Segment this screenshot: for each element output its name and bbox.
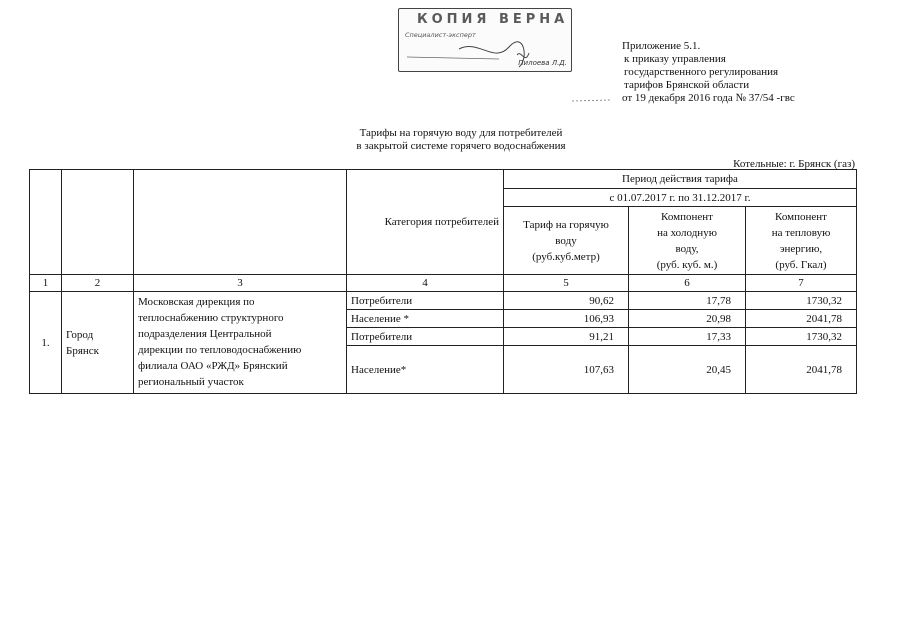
tariff-cell: 107,63 — [504, 346, 629, 394]
appendix-line: Приложение 5.1. — [622, 40, 701, 52]
boiler-caption: Котельные: г. Брянск (газ) — [733, 158, 855, 170]
pen-mark — [570, 96, 614, 104]
organization-line: Московская дирекция по — [138, 296, 255, 308]
stamp-title: КОПИЯ ВЕРНА — [417, 12, 569, 27]
header-cold-line: (руб. куб. м.) — [656, 258, 718, 271]
document-title — [330, 127, 592, 153]
organization-line: теплоснабжению структурного — [138, 312, 284, 324]
header-cold-line: Компонент — [661, 210, 713, 223]
heat-cell: 1730,32 — [746, 292, 857, 310]
header-period-range: с 01.07.2017 г. по 31.12.2017 г. — [504, 189, 857, 207]
tariff-cell: 91,21 — [504, 328, 629, 346]
column-number-row — [30, 275, 857, 292]
appendix-block — [622, 40, 795, 105]
title-line: Тарифы на горячую воду для потребителей — [359, 127, 563, 139]
organization-line: подразделения Центральной — [138, 328, 272, 340]
organization-line: дирекции по тепловодоснабжению — [138, 344, 302, 356]
col-number: 5 — [504, 275, 629, 292]
cold-cell: 20,45 — [629, 346, 746, 394]
appendix-line: тарифов Брянской области — [624, 79, 750, 91]
header-cell-empty — [62, 170, 134, 275]
header-period: Период действия тарифа — [504, 170, 857, 189]
header-tariff — [504, 207, 629, 275]
tariff-table — [29, 169, 857, 394]
organization-cell — [134, 292, 347, 394]
heat-cell: 2041,78 — [746, 346, 857, 394]
row-number: 1. — [30, 292, 62, 394]
header-tariff-line: (руб.куб.метр) — [532, 250, 600, 263]
header-cell-empty — [30, 170, 62, 275]
certification-stamp — [398, 8, 572, 72]
heat-cell: 2041,78 — [746, 310, 857, 328]
city-line: Город — [66, 328, 94, 341]
tariff-cell: 106,93 — [504, 310, 629, 328]
header-cell-empty — [134, 170, 347, 275]
category-cell: Потребители — [347, 328, 504, 346]
title-line: в закрытой системе горячего водоснабжения — [356, 140, 566, 152]
header-heat-component — [746, 207, 857, 275]
appendix-line: от 19 декабря 2016 года № 37/54 -гвс — [622, 92, 795, 104]
col-number: 3 — [134, 275, 347, 292]
category-cell: Население * — [347, 310, 504, 328]
organization-line: филиала ОАО «РЖД» Брянский — [138, 360, 288, 372]
appendix-line: государственного регулирования — [624, 66, 779, 78]
category-cell: Потребители — [347, 292, 504, 310]
table-row — [30, 292, 857, 310]
col-number: 7 — [746, 275, 857, 292]
city-line: Брянск — [66, 344, 99, 357]
stamp-position: Специалист-эксперт — [405, 31, 476, 39]
tariff-cell: 90,62 — [504, 292, 629, 310]
col-number: 4 — [347, 275, 504, 292]
header-category: Категория потребителей — [347, 170, 504, 275]
col-number: 1 — [30, 275, 62, 292]
appendix-line: к приказу управления — [624, 53, 726, 65]
header-cold-line: воду, — [675, 242, 699, 255]
col-number: 6 — [629, 275, 746, 292]
category-cell: Население* — [347, 346, 504, 394]
header-heat-line: Компонент — [775, 210, 827, 223]
city-cell — [62, 292, 134, 394]
organization-line: региональный участок — [138, 376, 244, 388]
header-heat-line: на тепловую — [771, 226, 831, 239]
header-heat-line: энергию, — [779, 242, 823, 255]
header-heat-line: (руб. Гкал) — [775, 258, 827, 271]
cold-cell: 20,98 — [629, 310, 746, 328]
heat-cell: 1730,32 — [746, 328, 857, 346]
header-cold-component — [629, 207, 746, 275]
stamp-signatory: Пилоева Л.Д. — [518, 59, 567, 67]
col-number: 2 — [62, 275, 134, 292]
header-cold-line: на холодную — [657, 226, 717, 239]
cold-cell: 17,78 — [629, 292, 746, 310]
header-tariff-line: Тариф на горячую — [523, 218, 609, 231]
header-tariff-line: воду — [555, 234, 577, 247]
cold-cell: 17,33 — [629, 328, 746, 346]
